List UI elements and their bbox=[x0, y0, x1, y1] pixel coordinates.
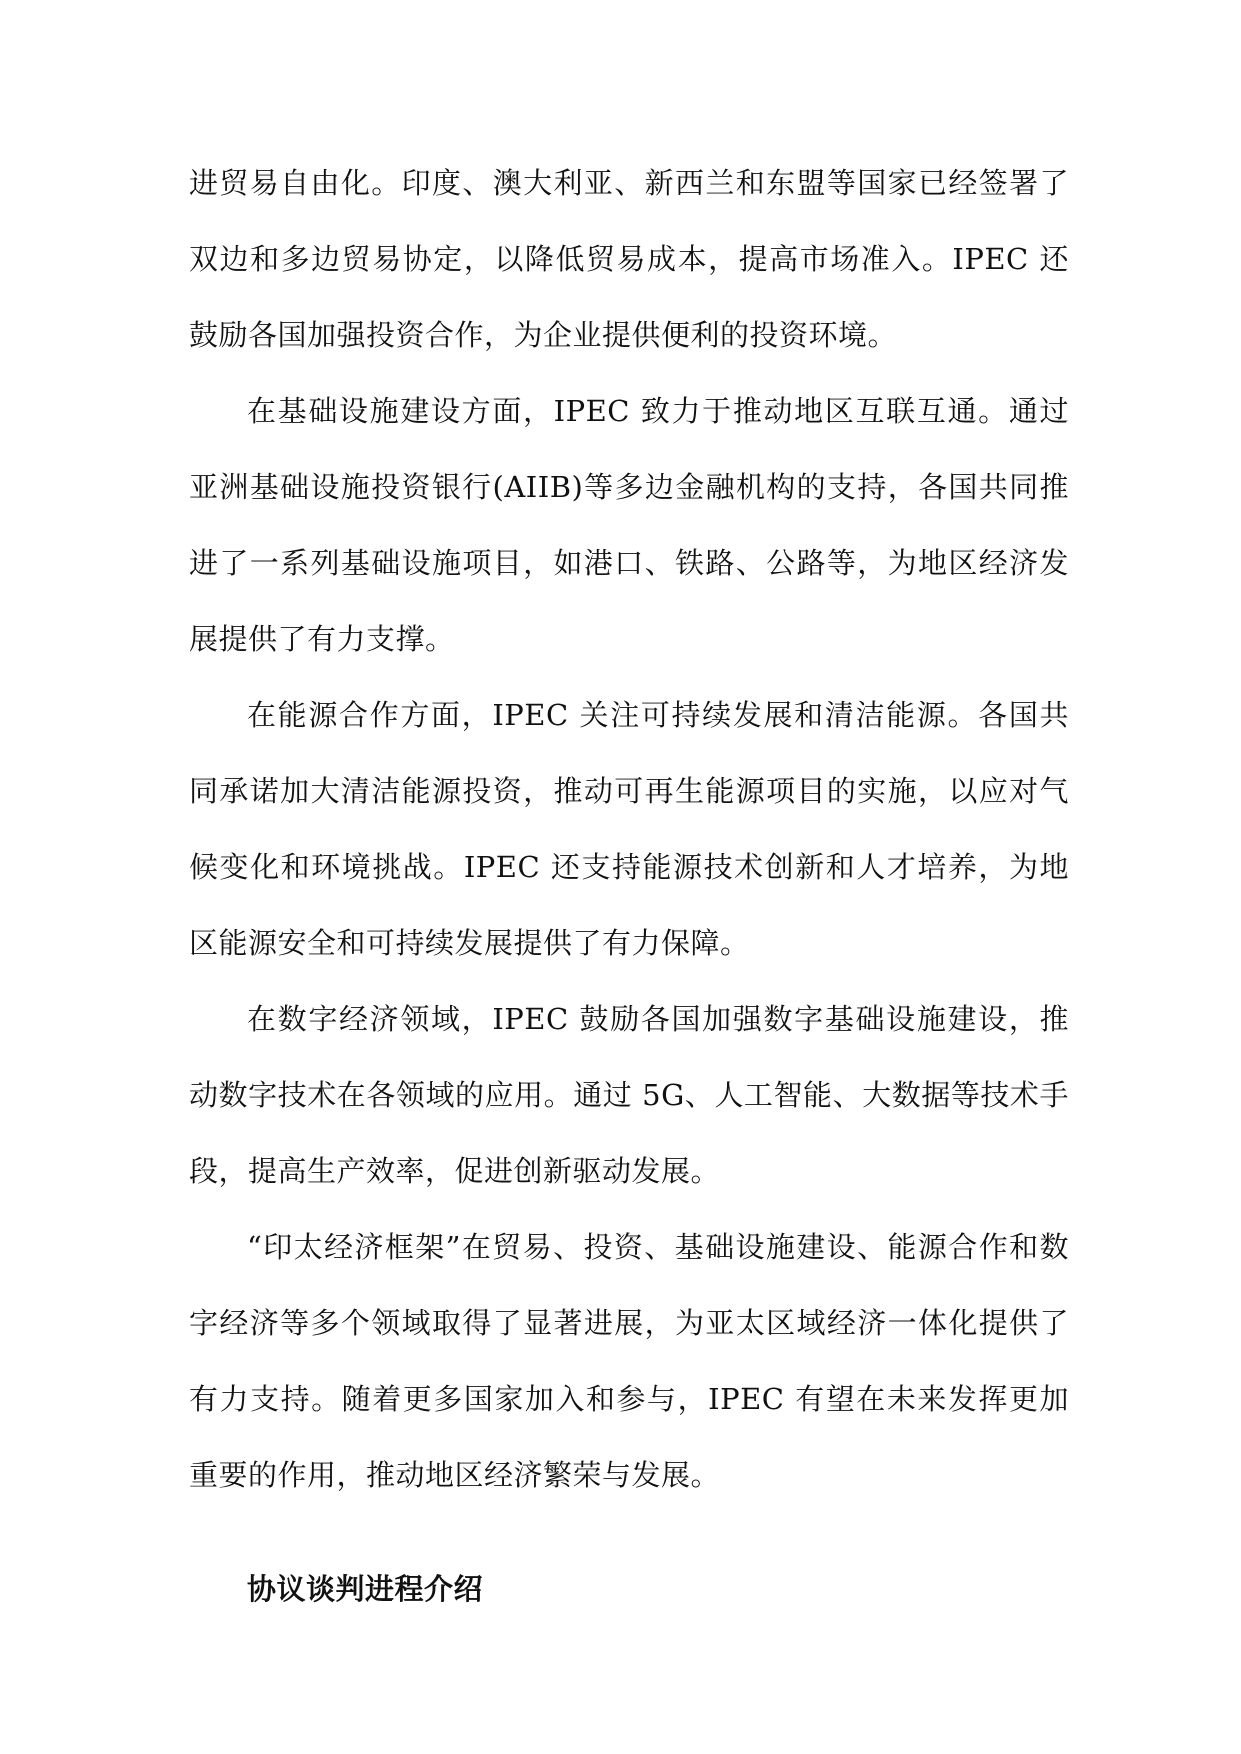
document-body bbox=[189, 145, 1069, 1627]
paragraph-infrastructure: 在基础设施建设方面，IPEC 致力于推动地区互联互通。通过亚洲基础设施投资银行(AIIB)等多边金融机构的支持，各国共同推进了一系列基础设施项目，如港口、铁路、公路等，为地区经济发展提供了有力支撑。 bbox=[189, 394, 1069, 656]
section-heading: 协议谈判进程介绍 bbox=[247, 1572, 484, 1606]
paragraph-trade-continuation: 进贸易自由化。印度、澳大利亚、新西兰和东盟等国家已经签署了双边和多边贸易协定，以降低贸易成本，提高市场准入。IPEC 还鼓励各国加强投资合作，为企业提供便利的投资环境。 bbox=[189, 166, 1069, 352]
paragraph-energy: 在能源合作方面，IPEC 关注可持续发展和清洁能源。各国共同承诺加大清洁能源投资，推动可再生能源项目的实施，以应对气候变化和环境挑战。IPEC 还支持能源技术创新和人才培养，为地区能源安全和可持续发展提供了有力保障。 bbox=[189, 698, 1069, 960]
paragraph-summary: “印太经济框架”在贸易、投资、基础设施建设、能源合作和数字经济等多个领域取得了显著进展，为亚太区域经济一体化提供了有力支持。随着更多国家加入和参与，IPEC 有望在未来发挥更加重要的作用，推动地区经济繁荣与发展。 bbox=[189, 1230, 1069, 1492]
paragraph-digital-economy: 在数字经济领域，IPEC 鼓励各国加强数字基础设施建设，推动数字技术在各领域的应用。通过 5G、人工智能、大数据等技术手段，提高生产效率，促进创新驱动发展。 bbox=[189, 1002, 1069, 1188]
